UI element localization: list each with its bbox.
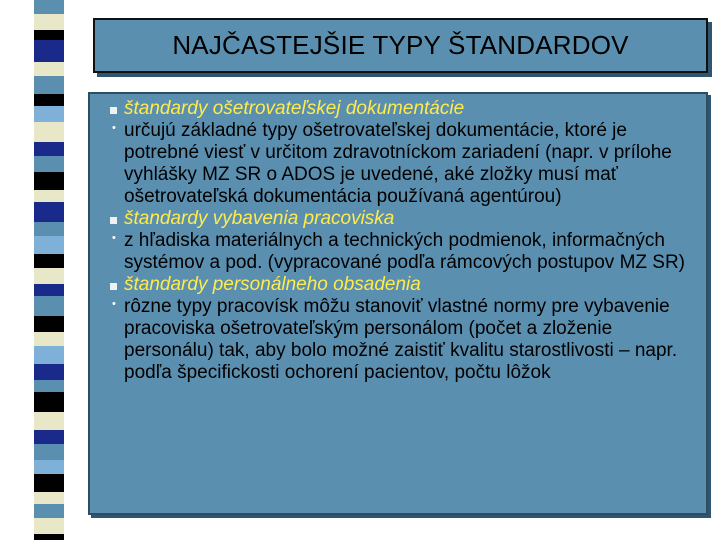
heading-text: štandardy ošetrovateľskej dokumentácie — [124, 98, 465, 119]
detail-text: rôzne typy pracovísk môžu stanoviť vlastné normy pre vybavenie pracoviska ošetrovateľským personálom (počet a zloženie personálu) tak, aby bolo možné zaistiť kvalitu starostlivosti – napr. podľa špecifickosti ochorení pacientov, počtu lôžok — [124, 296, 678, 383]
square-bullet-icon — [110, 283, 117, 290]
stripe-segment — [34, 40, 64, 62]
stripe-segment — [34, 504, 64, 518]
stripe-segment — [34, 30, 64, 40]
stripe-segment — [34, 332, 64, 346]
stripe-segment — [34, 460, 64, 474]
stripe-segment — [34, 316, 64, 332]
slide-title: NAJČASTEJŠIE TYPY ŠTANDARDOV — [172, 30, 629, 60]
square-bullet-icon — [110, 107, 117, 114]
heading-text: štandardy personálneho obsadenia — [124, 274, 421, 295]
stripe-segment — [34, 142, 64, 156]
list-item-detail — [90, 230, 706, 274]
stripe-segment — [34, 236, 64, 254]
stripe-segment — [34, 156, 64, 172]
stripe-segment — [34, 202, 64, 222]
square-bullet-icon — [110, 217, 117, 224]
dot-bullet-icon: • — [112, 122, 116, 134]
stripe-segment — [34, 518, 64, 534]
heading-text: štandardy vybavenia pracoviska — [124, 208, 395, 229]
stripe-segment — [34, 346, 64, 364]
stripe-segment — [34, 76, 64, 94]
stripe-segment — [34, 14, 64, 30]
list-item-heading — [90, 208, 706, 230]
stripe-segment — [34, 222, 64, 236]
stripe-segment — [34, 492, 64, 504]
stripe-segment — [34, 412, 64, 430]
detail-text: z hľadiska materiálnych a technických podmienok, informačných systémov a pod. (vypracované podľa rámcových postupov MZ SR) — [124, 230, 686, 273]
detail-text: určujú základné typy ošetrovateľskej dokumentácie, ktoré je potrebné viesť v určitom zdravotníckom zariadení (napr. v prílohe vyhlášky MZ SR o ADOS je uvedené, aké zložky musí mať ošetrovateľská dokumentácia používaná agentúrou) — [124, 120, 672, 207]
decorative-stripe — [34, 0, 64, 540]
stripe-segment — [34, 106, 64, 122]
title-box — [93, 18, 708, 73]
stripe-segment — [34, 254, 64, 268]
stripe-segment — [34, 430, 64, 444]
list-item-detail — [90, 296, 706, 384]
content-panel — [88, 92, 708, 515]
stripe-segment — [34, 392, 64, 412]
stripe-segment — [34, 94, 64, 106]
stripe-segment — [34, 534, 64, 540]
dot-bullet-icon: • — [112, 232, 116, 244]
dot-bullet-icon: • — [112, 298, 116, 310]
list-item-heading — [90, 98, 706, 120]
stripe-segment — [34, 474, 64, 492]
list-item-detail — [90, 120, 706, 208]
list-item-heading — [90, 274, 706, 296]
stripe-segment — [34, 190, 64, 202]
stripe-segment — [34, 284, 64, 296]
stripe-segment — [34, 0, 64, 14]
stripe-segment — [34, 172, 64, 190]
stripe-segment — [34, 296, 64, 316]
stripe-segment — [34, 364, 64, 380]
stripe-segment — [34, 268, 64, 284]
stripe-segment — [34, 380, 64, 392]
stripe-segment — [34, 122, 64, 142]
stripe-segment — [34, 444, 64, 460]
stripe-segment — [34, 62, 64, 76]
